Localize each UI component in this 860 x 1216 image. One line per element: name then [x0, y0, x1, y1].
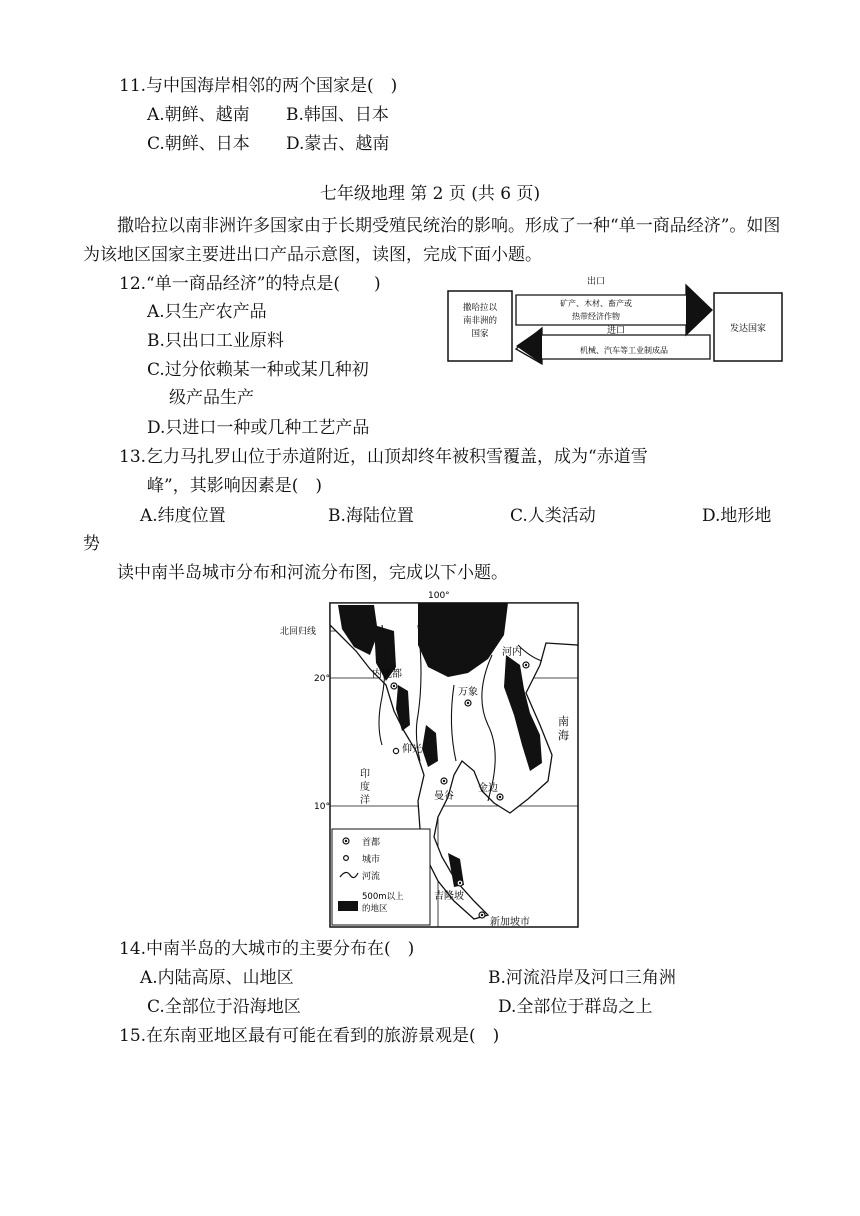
q11-option-a: A.朝鲜、越南	[147, 105, 250, 125]
left-box-line-3: 国家	[471, 329, 489, 339]
q14-option-c: C.全部位于沿海地区	[147, 997, 301, 1017]
page-header: 七年级地理 第 2 页 (共 6 页)	[319, 184, 541, 204]
q12-stem: 12.“单一商品经济”的特点是( )	[119, 274, 381, 294]
sea-label-indian-ocean-1: 印	[360, 769, 370, 780]
legend-capital: 首都	[362, 838, 381, 848]
left-box	[448, 291, 512, 361]
left-box-line-1: 撒哈拉以	[462, 303, 498, 313]
q13-option-d-line2: 势	[83, 534, 100, 554]
city-phnom-penh: 金边	[478, 783, 498, 794]
intro-paragraph-2: 读中南半岛城市分布和河流分布图，完成以下小题。	[117, 563, 508, 583]
export-goods-line-1: 矿产、木材、畜产或	[560, 299, 632, 308]
q12-option-c-line2: 级产品生产	[169, 388, 254, 408]
city-singapore: 新加坡市	[490, 917, 530, 928]
q13-option-b: B.海陆位置	[328, 506, 414, 526]
export-goods-line-2: 热带经济作物	[572, 312, 620, 321]
import-goods: 机械、汽车等工业制成品	[580, 346, 668, 355]
right-box-label: 发达国家	[729, 324, 767, 334]
q11-option-b: B.韩国、日本	[286, 105, 389, 125]
import-arrow-head	[516, 328, 542, 364]
q11-option-d: D.蒙古、越南	[286, 134, 390, 154]
q12-option-d: D.只进口一种或几种工艺产品	[147, 418, 370, 438]
q15-stem: 15.在东南亚地区最有可能在看到的旅游景观是( )	[119, 1026, 500, 1046]
lat-20-label: 20°	[314, 674, 330, 684]
q14-stem: 14.中南半岛的大城市的主要分布在( )	[119, 939, 415, 959]
q11-stem: 11.与中国海岸相邻的两个国家是( )	[119, 76, 398, 96]
map-legend	[332, 829, 430, 925]
export-label: 出口	[586, 277, 606, 287]
q13-stem-line2: 峰”，其影响因素是( )	[147, 476, 322, 496]
sea-label-indian-ocean-2: 度	[360, 782, 370, 793]
tropic-label: 北回归线	[280, 627, 317, 637]
city-vientiane: 万象	[458, 687, 478, 698]
q13-stem-line1: 13.乞力马扎罗山位于赤道附近，山顶却终年被积雪覆盖，成为“赤道雪	[119, 447, 648, 467]
sea-label-south-china-sea-2: 海	[558, 729, 569, 742]
legend-river: 河流	[362, 872, 381, 882]
intro-paragraph-1: 撒哈拉以南非洲许多国家由于长期受殖民统治的影响。形成了一种“单一商品经济”。如图为该地区国家主要进出口产品示意图，读图，完成下面小题。	[83, 216, 781, 265]
left-box-line-2: 南非洲的	[462, 316, 498, 326]
q14-option-b: B.河流沿岸及河口三角洲	[488, 968, 676, 988]
q12-option-c-line1: C.过分依赖某一种或某几种初	[147, 360, 369, 380]
q13-option-c: C.人类活动	[510, 506, 596, 526]
q12-option-b: B.只出口工业原料	[147, 331, 284, 351]
city-yangon: 仰光	[402, 744, 422, 755]
legend-highland-line-1: 500m以上	[362, 892, 404, 902]
q14-option-d: D.全部位于群岛之上	[498, 997, 653, 1017]
city-kuala-lumpur: 吉隆坡	[434, 891, 464, 902]
export-arrow-head	[686, 285, 712, 335]
city-hanoi: 河内	[502, 647, 522, 658]
trade-diagram	[446, 273, 786, 365]
indochina-map	[278, 585, 586, 933]
q11-option-c: C.朝鲜、日本	[147, 134, 250, 154]
q13-option-d-line1: D.地形地	[702, 506, 772, 526]
import-label: 进口	[606, 326, 626, 336]
city-bangkok: 曼谷	[434, 791, 454, 802]
sea-label-south-china-sea-1: 南	[558, 715, 569, 728]
legend-city: 城市	[362, 855, 381, 865]
lat-10-label: 10°	[314, 802, 330, 812]
city-naypyidaw: 内比都	[372, 669, 402, 680]
sea-label-indian-ocean-3: 洋	[360, 795, 370, 806]
q14-option-a: A.内陆高原、山地区	[140, 968, 294, 988]
q13-option-a: A.纬度位置	[140, 506, 226, 526]
q12-option-a: A.只生产农产品	[147, 302, 267, 322]
lon-100-label: 100°	[428, 591, 450, 601]
legend-highland-line-2: 的地区	[362, 904, 388, 914]
